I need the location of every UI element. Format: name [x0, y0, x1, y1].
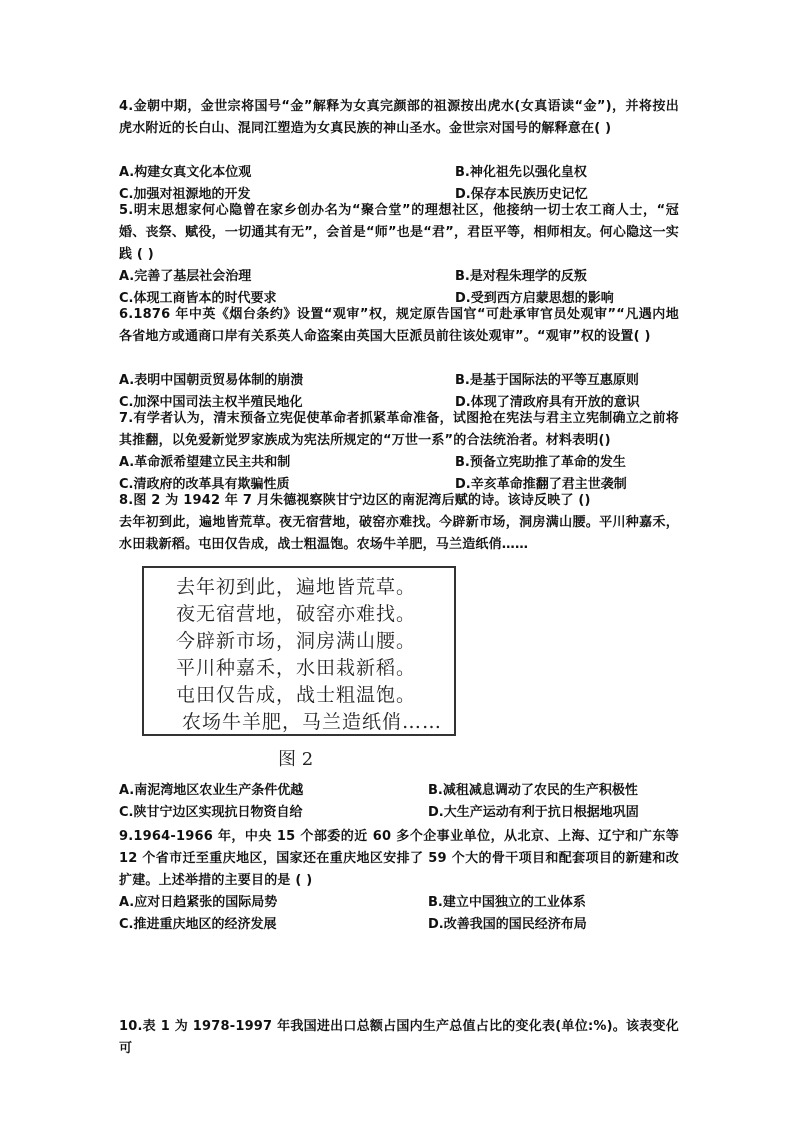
option-b: B.预备立宪助推了革命的发生	[455, 455, 626, 470]
poem-line-3: 今辟新市场，洞房满山腰。	[176, 630, 417, 652]
option-b: B.减租减息调动了农民的生产积极性	[428, 783, 638, 798]
option-c: C.加深中国司法主权半殖民地化	[119, 395, 303, 410]
poem-line-1: 去年初到此，遍地皆荒草。	[176, 576, 417, 598]
question-8-options	[119, 780, 679, 824]
option-d: D.保存本民族历史记忆	[455, 187, 588, 202]
poem-line-6: 农场牛羊肥，马兰造纸俏……	[182, 711, 443, 733]
option-c: C.推进重庆地区的经济发展	[119, 917, 277, 932]
options-row	[119, 802, 679, 824]
options-row	[119, 370, 679, 392]
option-d: D.受到西方启蒙思想的影响	[455, 291, 614, 306]
poem-line-5: 屯田仅告成，战士粗温饱。	[176, 684, 417, 706]
option-c: C.陕甘宁边区实现抗日物资自给	[119, 805, 303, 820]
option-c: C.体现工商皆本的时代要求	[119, 291, 277, 306]
option-c: C.加强对祖源地的开发	[119, 187, 251, 202]
option-a: A.完善了基层社会治理	[119, 269, 252, 284]
poem-line-4: 平川种嘉禾，水田栽新稻。	[176, 657, 417, 679]
option-a: A.应对日趋紧张的国际局势	[119, 895, 278, 910]
poem-line-2: 夜无宿营地，破窑亦难找。	[176, 603, 417, 625]
figure-caption: 图 2	[278, 749, 314, 770]
option-b: B.是对程朱理学的反叛	[455, 269, 587, 284]
options-row	[119, 452, 679, 474]
option-a: A.革命派希望建立民主共和制	[119, 455, 291, 470]
question-8-stem: 8.图 2 为 1942 年 7 月朱德视察陕甘宁边区的南泥湾后赋的诗。该诗反映了 ()	[119, 493, 591, 508]
option-b: B.是基于国际法的平等互惠原则	[455, 373, 639, 388]
options-row	[119, 780, 679, 802]
option-b: B.神化祖先以强化皇权	[455, 165, 587, 180]
options-row	[119, 266, 679, 288]
options-row	[119, 892, 679, 914]
figure-2-poem-image	[142, 566, 456, 736]
option-c: C.清政府的改革具有欺骗性质	[119, 477, 290, 492]
question-4-stem: 4.金朝中期，金世宗将国号“金”解释为女真完颜部的祖源按出虎水(女真语读“金”)，并将按出虎水附近的长白山、混同江塑造为女真民族的神山圣水。金世宗对国号的解释意在( )	[119, 99, 679, 136]
question-9-options	[119, 892, 679, 936]
question-6-stem: 6.1876 年中英《烟台条约》设置“观审”权，规定原告国官“可赴承审官员处观审”“凡遇内地各省地方或通商口岸有关系英人命盗案由英国大臣派员前往该处观审”。“观审”权的设置( )	[119, 307, 679, 344]
option-a: A.构建女真文化本位观	[119, 165, 252, 180]
option-a: A.表明中国朝贡贸易体制的崩溃	[119, 373, 304, 388]
question-8-poem-text: 去年初到此，遍地皆荒草。夜无宿营地，破窑亦难找。今辟新市场，洞房满山腰。平川种嘉禾，水田栽新稻。屯田仅告成，战士粗温饱。农场牛羊肥，马兰造纸俏……	[119, 515, 679, 552]
option-d: D.改善我国的国民经济布局	[428, 917, 587, 932]
option-d: D.大生产运动有利于抗日根据地巩固	[428, 805, 639, 820]
options-row	[119, 914, 679, 936]
option-d: D.体现了清政府具有开放的意识	[455, 395, 640, 410]
question-9-stem: 9.1964-1966 年，中央 15 个部委的近 60 多个企事业单位，从北京、上海、辽宁和广东等 12 个省市迁至重庆地区，国家还在重庆地区安排了 59 个大的骨干项目和配套项目的新建和改扩建。上述举措的主要目的是 ( )	[119, 829, 679, 888]
question-10-stem: 10.表 1 为 1978-1997 年我国进出口总额占国内生产总值占比的变化表(单位:%)。该表变化可	[119, 1019, 679, 1056]
option-b: B.建立中国独立的工业体系	[428, 895, 586, 910]
question-7-stem: 7.有学者认为，清末预备立宪促使革命者抓紧革命准备，试图抢在宪法与君主立宪制确立之前将其推翻，以免爱新觉罗家族成为宪法所规定的“万世一系”的合法统治者。材料表明()	[119, 411, 679, 448]
option-d: D.辛亥革命推翻了君主世袭制	[455, 477, 627, 492]
question-5-stem: 5.明末思想家何心隐曾在家乡创办名为“聚合堂”的理想社区，他接纳一切士农工商人士，“冠婚、丧祭、赋役，一切通其有无”，会首是“师”也是“君”，君臣平等，相师相友。何心隐这一实践 ( )	[119, 203, 679, 262]
options-row	[119, 162, 679, 184]
option-a: A.南泥湾地区农业生产条件优越	[119, 783, 304, 798]
